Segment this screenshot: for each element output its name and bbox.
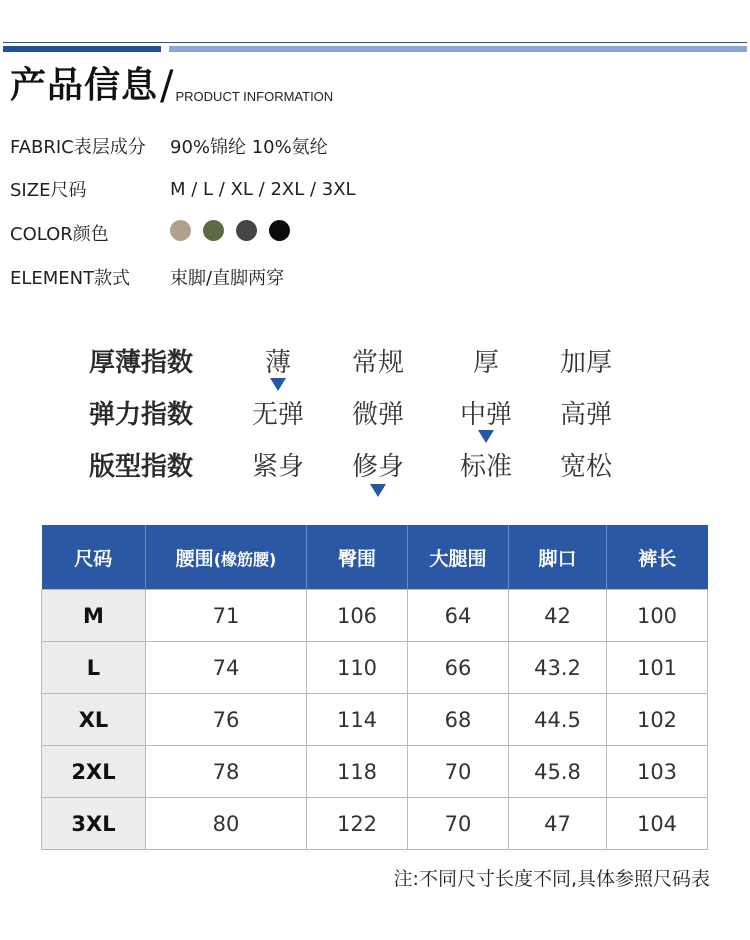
elasticity-index-label: 弹力指数 — [89, 400, 194, 430]
waist-cell: 78 — [146, 746, 307, 798]
elasticity-option-none: 无弹 — [251, 400, 304, 430]
thigh-cell: 70 — [408, 798, 509, 850]
title-english: PRODUCT INFORMATION — [175, 89, 334, 104]
size-cell: 3XL — [42, 798, 146, 850]
fit-option-slim: 修身 — [351, 452, 404, 482]
size-chart-table — [41, 525, 708, 850]
length-cell: 100 — [607, 590, 708, 642]
thickness-option-regular: 常规 — [351, 348, 404, 378]
elasticity-option-medium: 中弹 — [459, 400, 512, 430]
header-bar-light — [169, 46, 747, 52]
fit-option-tight: 紧身 — [251, 452, 304, 482]
hip-cell: 106 — [307, 590, 408, 642]
header-thigh: 大腿围 — [408, 525, 509, 590]
color-row — [10, 220, 302, 246]
color-swatch-black[interactable] — [269, 220, 290, 241]
table-row — [42, 694, 708, 746]
fabric-label: FABRIC表层成分 — [10, 137, 146, 158]
header-waist-note: (橡筋腰) — [213, 549, 277, 569]
table-row — [42, 642, 708, 694]
hem-cell: 44.5 — [509, 694, 607, 746]
header-waist-label: 腰围 — [175, 547, 214, 570]
elasticity-option-high: 高弹 — [559, 400, 612, 430]
fit-selected-marker-icon — [370, 484, 386, 497]
color-swatch-olive[interactable] — [203, 220, 224, 241]
hip-cell: 114 — [307, 694, 408, 746]
hip-cell: 110 — [307, 642, 408, 694]
hem-cell: 45.8 — [509, 746, 607, 798]
thickness-option-extra-thick: 加厚 — [559, 348, 612, 378]
color-swatch-gray[interactable] — [236, 220, 257, 241]
waist-cell: 80 — [146, 798, 307, 850]
header-hem: 脚口 — [509, 525, 607, 590]
fit-option-loose: 宽松 — [559, 452, 612, 482]
waist-cell: 74 — [146, 642, 307, 694]
length-cell: 104 — [607, 798, 708, 850]
header-hip: 臀围 — [307, 525, 408, 590]
waist-cell: 71 — [146, 590, 307, 642]
header-bar-dark — [3, 46, 161, 52]
size-value: M / L / XL / 2XL / 3XL — [170, 178, 356, 200]
size-label: SIZE尺码 — [10, 180, 87, 201]
color-swatches — [170, 220, 302, 246]
thigh-cell: 68 — [408, 694, 509, 746]
element-label: ELEMENT款式 — [10, 268, 131, 289]
color-swatch-khaki[interactable] — [170, 220, 191, 241]
size-note: 注:不同尺寸长度不同,具体参照尺码表 — [393, 868, 710, 890]
header-rule — [3, 42, 747, 43]
section-title — [10, 64, 333, 108]
waist-cell: 76 — [146, 694, 307, 746]
elasticity-selected-marker-icon — [478, 430, 494, 443]
elasticity-option-slight: 微弹 — [351, 400, 404, 430]
fabric-value: 90%锦纶 10%氨纶 — [170, 137, 328, 158]
fabric-row — [10, 133, 328, 159]
fit-index-label: 版型指数 — [89, 452, 194, 482]
color-label: COLOR颜色 — [10, 224, 109, 245]
table-row — [42, 590, 708, 642]
element-value: 束脚/直脚两穿 — [170, 268, 285, 289]
thickness-selected-marker-icon — [270, 378, 286, 391]
hip-cell: 122 — [307, 798, 408, 850]
title-slash: / — [160, 63, 174, 109]
thigh-cell: 64 — [408, 590, 509, 642]
title-chinese: 产品信息 — [10, 65, 159, 106]
length-cell: 101 — [607, 642, 708, 694]
thickness-option-thin: 薄 — [264, 348, 291, 378]
hem-cell: 47 — [509, 798, 607, 850]
element-row — [10, 264, 284, 290]
thickness-option-thick: 厚 — [472, 348, 499, 378]
size-cell: XL — [42, 694, 146, 746]
table-row — [42, 798, 708, 850]
hip-cell: 118 — [307, 746, 408, 798]
size-row — [10, 176, 356, 202]
table-header-row — [42, 525, 708, 590]
header-waist — [146, 525, 307, 590]
hem-cell: 43.2 — [509, 642, 607, 694]
header-size: 尺码 — [42, 525, 146, 590]
size-cell: M — [42, 590, 146, 642]
length-cell: 102 — [607, 694, 708, 746]
thickness-index-label: 厚薄指数 — [89, 348, 194, 378]
thigh-cell: 66 — [408, 642, 509, 694]
hem-cell: 42 — [509, 590, 607, 642]
size-cell: 2XL — [42, 746, 146, 798]
length-cell: 103 — [607, 746, 708, 798]
fit-option-standard: 标准 — [459, 452, 512, 482]
thigh-cell: 70 — [408, 746, 509, 798]
table-row — [42, 746, 708, 798]
size-cell: L — [42, 642, 146, 694]
header-length: 裤长 — [607, 525, 708, 590]
